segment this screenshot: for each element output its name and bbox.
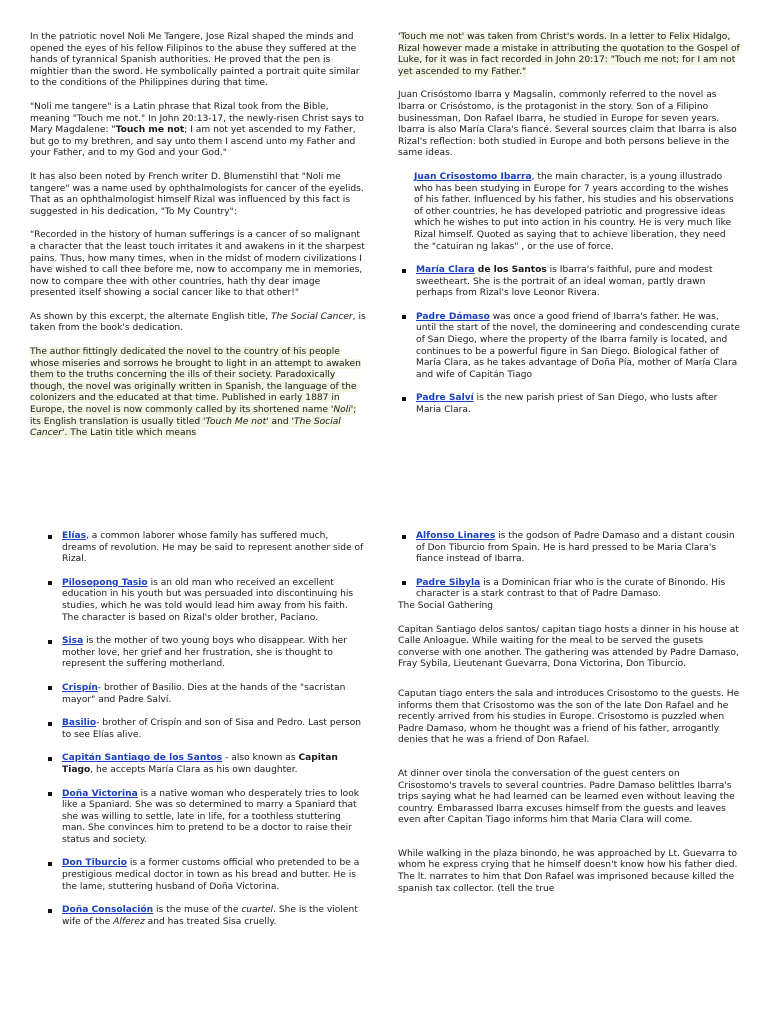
- link-padre-damaso[interactable]: Padre Dámaso: [416, 311, 490, 322]
- noli-meaning-paragraph: [30, 102, 368, 160]
- character-list-top-right: [398, 265, 740, 417]
- link-maria-clara[interactable]: María Clara: [416, 265, 475, 276]
- bottom-left-column: [44, 531, 364, 940]
- text-run: - brother of Crispín and son of Sisa and Pedro. Last person to see Elías alive.: [62, 718, 362, 740]
- list-item: [44, 789, 364, 847]
- link-alfonso-linares[interactable]: Alfonso Linares: [416, 531, 496, 541]
- text-run: was once a good friend of Ibarra's father. He was, until the start of the novel, the domineering and condescending curate of San Diego, where the property of the Ibarra family is located, and continues to be a powerful figure in San Diego. Biological father of María Clara, as he takes advantage of Doña Pía, mother of María Clara and wife of Capitán Tiago: [416, 311, 740, 380]
- bold-text: de los Santos: [474, 265, 547, 276]
- italic-text: cuartel: [241, 905, 274, 916]
- list-item: [44, 578, 364, 624]
- gathering-paragraph-1: Capitan Santiago delos santos/ capitan tiago hosts a dinner in his house at Calle Anloague. While waiting for the meal to be served the gusets converse with one another. The gathering was attended by Padre Damaso, Fray Sybila, Lieutenant Guevarra, Dona Victorina, Don Tiburcio.: [398, 624, 739, 670]
- highlighted-text: 'Touch me not' was taken from Christ's words. In a letter to Felix Hidalgo, Rizal however made a mistake in attributing the quotation to the Gospel of Luke, for it was in fact recorded in John 20:17: "Touch me not; for I am not yet ascended to my Father.": [398, 32, 740, 77]
- text-run: is the new parish priest of San Diego, who lusts after Maria Clara.: [416, 393, 718, 416]
- list-item: [44, 718, 364, 741]
- text-run: is the godson of Padre Damaso and a distant cousin of Don Tiburcio from Spain. He is hard pressed to be Maria Clara's fiance instead of Ibarra.: [416, 531, 735, 565]
- text-run: - brother of Basilio. Dies at the hands of the "sacristan mayor" and Padre Salví.: [62, 682, 346, 705]
- link-pilosopong-tasio[interactable]: Pilosopong Tasio: [62, 577, 148, 588]
- link-juan-crisostomo-ibarra[interactable]: Juan Crisostomo Ibarra: [414, 171, 532, 182]
- text-run: is a former customs official who pretended to be a prestigious medical doctor in town as his bread and butter. He is the lame, stuttering husband of Doña Victorina.: [62, 858, 360, 892]
- bold-text: Capitan Tiago: [62, 753, 338, 775]
- character-list-bottom-right: [398, 531, 740, 601]
- list-item: [398, 393, 740, 416]
- ibarra-character-paragraph: [414, 172, 740, 253]
- text-run: '. The Latin title which means: [62, 428, 197, 439]
- link-dona-consolacion[interactable]: Doña Consolación: [62, 905, 154, 916]
- list-item: [398, 265, 740, 300]
- text-run: ; I am not yet ascended to my Father, but go to my brethren, and say unto them I ascend unto my Father and your Father, and to my God and your God.": [30, 125, 356, 159]
- touch-me-not-paragraph: [398, 32, 740, 78]
- text-run: . She is the violent wife of the: [62, 905, 358, 927]
- text-run: and has treated Sisa cruelly.: [144, 916, 277, 927]
- text-run: , he accepts María Clara as his own daughter.: [90, 764, 298, 775]
- gathering-paragraph-4: While walking in the plaza binondo, he was approached by Lt. Guevarra to whom he express crying that he himself doesn't know how his father died. The lt. narrates to him that Don Rafael was imprisoned because killed the spanish tax collector. (tell the true: [398, 848, 738, 894]
- gathering-paragraph-2: Caputan tiago enters the sala and introduces Crisostomo to the guests. He informs them that Crisostomo was the son of the late Don Rafael and he recently arrived from his studies in Europe. Crisostomo is puzzled when Padre Damaso, whom he thought was a friend of his father, arrogantly denies that he was a friend of Don Rafael.: [398, 688, 740, 746]
- list-item: [44, 858, 364, 893]
- list-item: [398, 578, 740, 601]
- link-elias[interactable]: Elías: [62, 531, 86, 541]
- bold-quote: Touch me not: [115, 125, 185, 136]
- list-item: [44, 636, 364, 671]
- blumenstihl-paragraph: It has also been noted by French writer D. Blumenstihl that "Noli me tangere" was a name used by ophthalmologists for cancer of the eyelids. That as an ophthalmologist himself Rizal was influenced by this fact is suggested in his dedication, "To My Country":: [30, 171, 364, 217]
- link-padre-salvi[interactable]: Padre Salví: [416, 393, 474, 404]
- dedication-quote: "Recorded in the history of human sufferings is a cancer of so malignant a character that the least touch irritates it and awakens in it the sharpest pains. Thus, how many times, when in the midst of modern civilizations I have wished to call thee before me, now to accompany me in memories, now to compare thee with other countries, hath thy dear image presented itself showing a social cancer like to that other!": [30, 230, 365, 299]
- top-right-column: [398, 32, 740, 429]
- text-run: As shown by this excerpt, the alternate English title,: [30, 311, 271, 322]
- italic-title: The Social Cancer: [270, 311, 353, 322]
- text-run: is an old man who received an excellent education in his youth but was persuaded into discontinuing his studies, which he was told would lead him away from his faith. The character is based on Rizal's older brother, Paciano.: [62, 577, 354, 623]
- list-item: [44, 531, 364, 566]
- section-heading: The Social Gathering: [398, 600, 494, 611]
- text-run: is the muse of the: [153, 905, 242, 916]
- text-run: ' and ': [266, 416, 295, 427]
- intro-paragraph: In the patriotic novel Noli Me Tangere, Jose Rizal shaped the minds and opened the eyes of his fellow Filipinos to the abuse they suffered at the hands of tyrannical Spanish authorities. He proved that the pen is mightier than the sword. He symbolically painted a portrait quite similar to the conditions of the Philippines during that time.: [30, 32, 360, 89]
- link-padre-sibyla[interactable]: Padre Sibyla: [416, 577, 481, 588]
- link-capitan-santiago[interactable]: Capitán Santiago de los Santos: [62, 753, 223, 764]
- link-sisa[interactable]: Sisa: [62, 636, 84, 647]
- bottom-right-column: [398, 531, 740, 907]
- text-run: , is taken from the book's dedication.: [30, 311, 366, 334]
- italic-title: Touch Me not: [205, 416, 267, 427]
- text-run: '; its English translation is usually titled ': [30, 405, 357, 427]
- list-item: [44, 753, 364, 776]
- text-run: is a native woman who desperately tries to look like a Spaniard. She was so determined to marry a Spaniard that she was willing to settle, late in life, for a toothless stuttering man. She convinces him to pretend to be a doctor to raise their status and society.: [62, 788, 360, 845]
- list-item: [44, 905, 364, 928]
- list-item: [398, 531, 740, 566]
- text-run: is a Dominican friar who is the curate of Binondo. His character is a stark contrast to that of Padre Damaso.: [416, 577, 726, 600]
- link-dona-victorina[interactable]: Doña Victorina: [62, 788, 138, 799]
- social-cancer-paragraph: [30, 312, 368, 335]
- ibarra-intro-paragraph: Juan Crisóstomo Ibarra y Magsalin, commonly referred to the novel as Ibarra or Crisóstomo, is the protagonist in the story. Son of a Filipino businessman, Don Rafael Ibarra, he studied in Europe for seven years. Ibarra is also María Clara's fiancé. Several sources claim that Ibarra is also Rizal's reflection: both studied in Europe and both persons believe in the same ideas.: [398, 90, 737, 159]
- character-list-bottom-left: [44, 531, 364, 928]
- text-run: The author fittingly dedicated the novel to the country of his people whose miseries and sorrows he brought to light in an attempt to awaken them to the truths concerning the ills of their society. Paradoxically though, the novel was originally written in Spanish, the language of the colonizers and the educated at that time. Published in early 1887 in Europe, the novel is now commonly called by its shortened name ': [30, 347, 361, 416]
- link-don-tiburcio[interactable]: Don Tiburcio: [62, 858, 127, 869]
- dedication-paragraph: [30, 347, 368, 440]
- text-run: , a common laborer whose family has suffered much, dreams of revolution. He may be said to represent another side of Rizal.: [62, 531, 364, 565]
- top-left-column: [30, 32, 368, 452]
- italic-title: Noli: [333, 405, 351, 416]
- text-run: "Noli me tangere" is a Latin phrase that Rizal took from the Bible, meaning "Touch me not." In John 20:13-17, the newly-risen Christ says to Mary Magdalene: ": [30, 101, 364, 136]
- italic-title: The Social Cancer: [30, 416, 341, 439]
- text-run: - also known as: [222, 753, 299, 764]
- text-run: is the mother of two young boys who disappear. With her mother love, her grief and her frustration, she is thought to represent the suffering motherland.: [62, 636, 347, 670]
- link-crispin[interactable]: Crispín: [62, 682, 98, 693]
- list-item: [398, 312, 740, 382]
- italic-text: Alferez: [113, 916, 145, 927]
- link-basilio[interactable]: Basilio: [62, 718, 97, 729]
- list-item: [44, 683, 364, 706]
- text-run: is Ibarra's faithful, pure and modest sweetheart. She is the portrait of an ideal woman, partly drawn perhaps from Rizal's love Leonor Rivera.: [416, 265, 713, 299]
- gathering-paragraph-3: At dinner over tinola the conversation of the guest centers on Crisostomo's travels to several countries. Padre Damaso belittles Ibarra's trips saying what he had learned can be learned even without leaving the country. Embarassed Ibarra excuses himself from the guests and leaves even after Capitan Tiago informs him that Maria Clara will come.: [398, 768, 735, 826]
- text-run: , the main character, is a young illustrado who has been studying in Europe for 7 years according to the wishes of his father. Influenced by his father, his studies and his observations of other countries, he has developed patriotic and progressive ideas which he wishes to put into action in his country. He is very much like Rizal himself. Quoted as saying that to achieve liberation, they need the "catuiran ng lakas" , or the use of force.: [414, 171, 734, 252]
